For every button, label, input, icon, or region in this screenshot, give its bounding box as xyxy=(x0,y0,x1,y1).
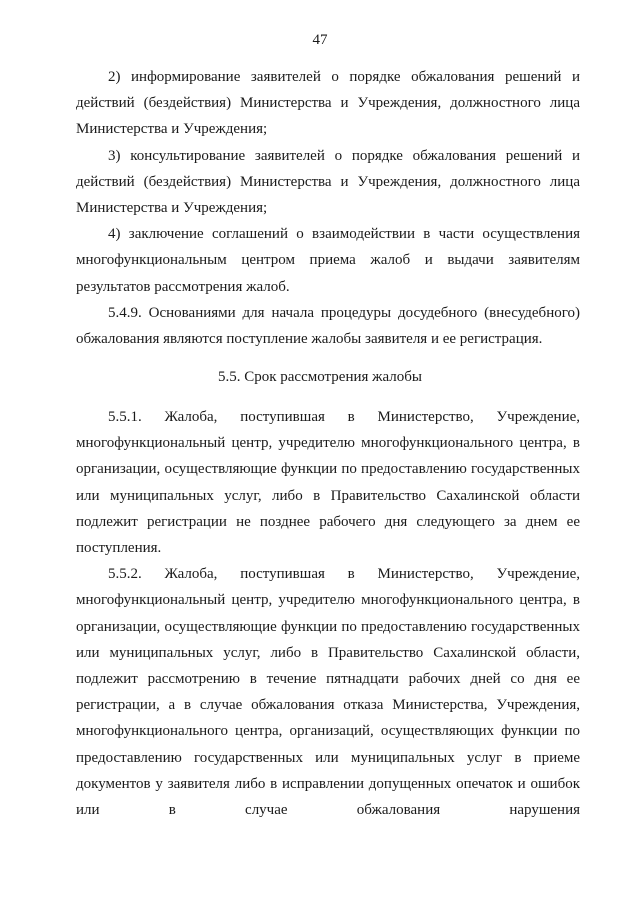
page-number: 47 xyxy=(312,32,328,48)
paragraph-item-4: 4) заключение соглашений о взаимодействии в части осуществления многофункциональным центром приема жалоб и выдачи заявителям результатов рассмотрения жалоб. xyxy=(76,226,580,295)
section-heading: 5.5. Срок рассмотрения жалобы xyxy=(217,369,422,385)
paragraph-5-5-2: 5.5.2. Жалоба, поступившая в Министерство, Учреждение, многофункциональный центр, учредителю многофункционального центра, в организации, осуществляющие функции по предоставлению государственных или муниципальных услуг, либо в Правительство Сахалинской области, подлежит рассмотрению в течение пятнадцати рабочих дней со дня ее регистрации, а в случае обжалования отказа Министерства, Учреждения, многофункционального центра, организаций, осуществляющих функции по предоставлению государственных или муниципальных услуг в приеме документов у заявителя либо в исправлении допущенных опечаток и ошибок или в случае обжалования нарушения xyxy=(76,566,580,819)
paragraph-item-2: 2) информирование заявителей о порядке обжалования решений и действий (бездействия) Министерства и Учреждения, должностного лица Министерства и Учреждения; xyxy=(76,69,580,138)
paragraph-5-4-9: 5.4.9. Основаниями для начала процедуры досудебного (внесудебного) обжалования являются поступление жалобы заявителя и ее регистрация. xyxy=(76,304,580,348)
top-paragraphs xyxy=(76,64,580,352)
paragraph-5-5-1: 5.5.1. Жалоба, поступившая в Министерство, Учреждение, многофункциональный центр, учредителю многофункционального центра, в организации, осуществляющие функции по предоставлению государственных или муниципальных услуг, либо в Правительство Сахалинской области подлежит регистрации не позднее рабочего дня следующего за днем ее поступления. xyxy=(76,409,580,557)
paragraph-item-3: 3) консультирование заявителей о порядке обжалования решений и действий (бездействия) Министерства и Учреждения, должностного лица Министерства и Учреждения; xyxy=(76,147,580,217)
bottom-paragraphs xyxy=(76,404,580,823)
